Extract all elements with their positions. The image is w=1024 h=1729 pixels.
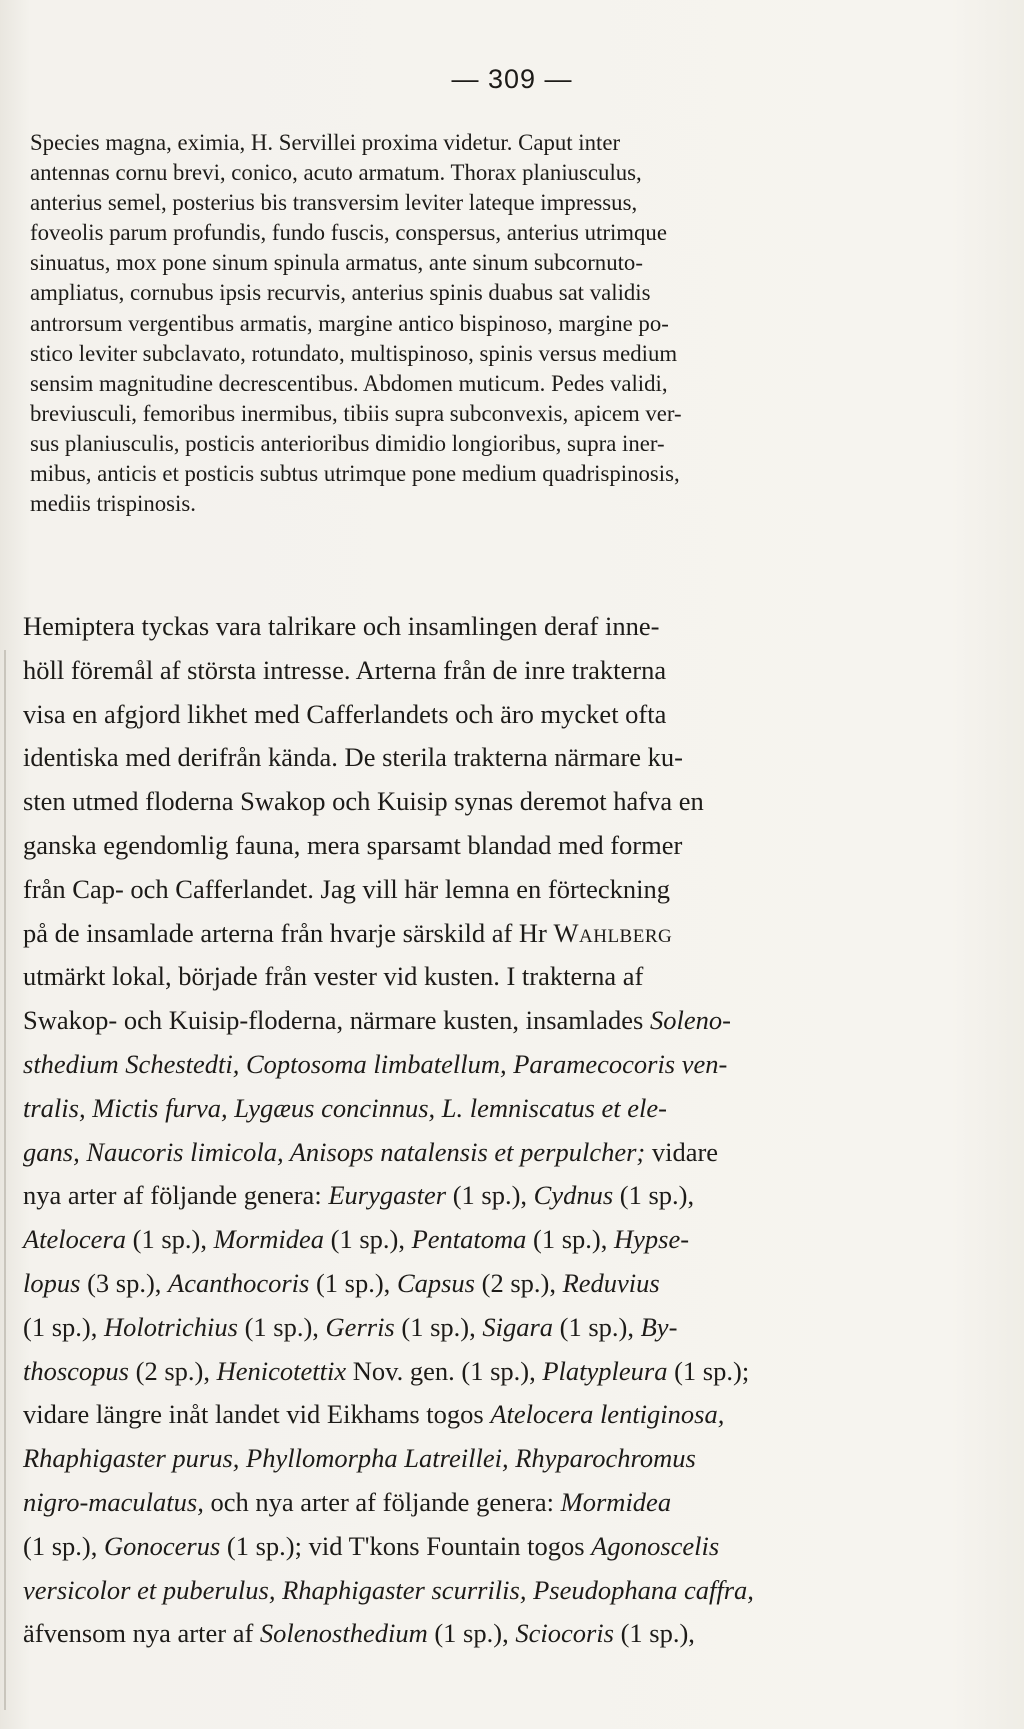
text-line: ganska egendomlig fauna, mera sparsamt blandad med former xyxy=(23,829,683,860)
text-line: nya arter af följande genera: Eurygaster (1 sp.), Cydnus (1 sp.), xyxy=(23,1180,695,1211)
text-line: sinuatus, mox pone sinum spinula armatus, ante sinum subcornuto- xyxy=(30,250,643,276)
text-line: sten utmed floderna Swakop och Kuisip synas deremot hafva en xyxy=(23,786,704,817)
text-line: thoscopus (2 sp.), Henicotettix Nov. gen. (1 sp.), Platypleura (1 sp.); xyxy=(23,1355,750,1386)
swedish-paragraph xyxy=(23,605,903,1656)
text-line: gans, Naucoris limicola, Anisops natalensis et perpulcher; vidare xyxy=(23,1136,719,1167)
text-line: utmärkt lokal, började från vester vid kusten. I trakterna af xyxy=(23,961,644,992)
text-line: antennas cornu brevi, conico, acuto armatum. Thorax planiusculus, xyxy=(30,160,642,186)
text-line: stico leviter subclavato, rotundato, multispinoso, spinis versus medium xyxy=(30,340,678,366)
text-line: tralis, Mictis furva, Lygæus concinnus, L. lemniscatus et ele- xyxy=(23,1092,668,1123)
text-line: sthedium Schestedti, Coptosoma limbatellum, Paramecocoris ven- xyxy=(23,1048,728,1079)
text-line: anterius semel, posterius bis transversim leviter lateque impressus, xyxy=(30,190,638,216)
text-line: äfvensom nya arter af Solenosthedium (1 sp.), Sciocoris (1 sp.), xyxy=(23,1618,695,1649)
text-line: höll föremål af största intresse. Arterna från de inre trakterna xyxy=(23,654,667,685)
page-number: — 309 — xyxy=(451,64,573,94)
text-line: Swakop- och Kuisip-floderna, närmare kusten, insamlades Soleno- xyxy=(23,1005,731,1036)
text-line: visa en afgjord likhet med Cafferlandets och äro mycket ofta xyxy=(23,698,667,729)
binding-shadow xyxy=(4,650,6,1710)
text-line: Rhaphigaster purus, Phyllomorpha Latreillei, Rhyparochromus xyxy=(23,1443,696,1474)
text-line: versicolor et puberulus, Rhaphigaster scurrilis, Pseudophana caffra, xyxy=(23,1574,754,1605)
text-line: nigro-maculatus, och nya arter af följande genera: Mormidea xyxy=(23,1486,672,1517)
text-line: (1 sp.), Gonocerus (1 sp.); vid T'kons Fountain togos Agonoscelis xyxy=(23,1530,720,1561)
text-line: sensim magnitudine decrescentibus. Abdomen muticum. Pedes validi, xyxy=(30,370,668,396)
text-line: antrorsum vergentibus armatis, margine antico bispinoso, margine po- xyxy=(30,310,669,336)
text-line: från Cap- och Cafferlandet. Jag vill här lemna en förteckning xyxy=(23,873,671,904)
text-line: ampliatus, cornubus ipsis recurvis, anterius spinis duabus sat validis xyxy=(30,280,651,306)
text-line: vidare längre inåt landet vid Eikhams togos Atelocera lentiginosa, xyxy=(23,1399,725,1430)
text-line: identiska med derifrån kända. De sterila trakterna närmare ku- xyxy=(23,742,683,773)
text-line: breviusculi, femoribus inermibus, tibiis supra subconvexis, apicem ver- xyxy=(30,400,682,426)
text-line: sus planiusculis, posticis anterioribus dimidio longioribus, supra iner- xyxy=(30,430,665,456)
author-name: Wahlberg xyxy=(553,917,673,948)
text-line: Atelocera (1 sp.), Mormidea (1 sp.), Pentatoma (1 sp.), Hypse- xyxy=(23,1224,690,1255)
text-line: foveolis parum profundis, fundo fuscis, conspersus, anterius utrimque xyxy=(30,220,667,246)
text-line: på de insamlade arterna från hvarje särskild af Hr Wahlberg xyxy=(23,917,673,948)
text-line: mediis trispinosis. xyxy=(30,491,196,517)
text-line: Species magna, eximia, H. Servillei proxima videtur. Caput inter xyxy=(30,130,621,155)
text-line: (1 sp.), Holotrichius (1 sp.), Gerris (1 sp.), Sigara (1 sp.), By- xyxy=(23,1311,678,1342)
latin-description xyxy=(30,128,900,519)
text-line: mibus, anticis et posticis subtus utrimque pone medium quadrispinosis, xyxy=(30,461,680,487)
text-line: lopus (3 sp.), Acanthocoris (1 sp.), Capsus (2 sp.), Reduvius xyxy=(23,1267,660,1298)
text-line: Hemiptera tyckas vara talrikare och insamlingen deraf inne- xyxy=(23,611,660,641)
